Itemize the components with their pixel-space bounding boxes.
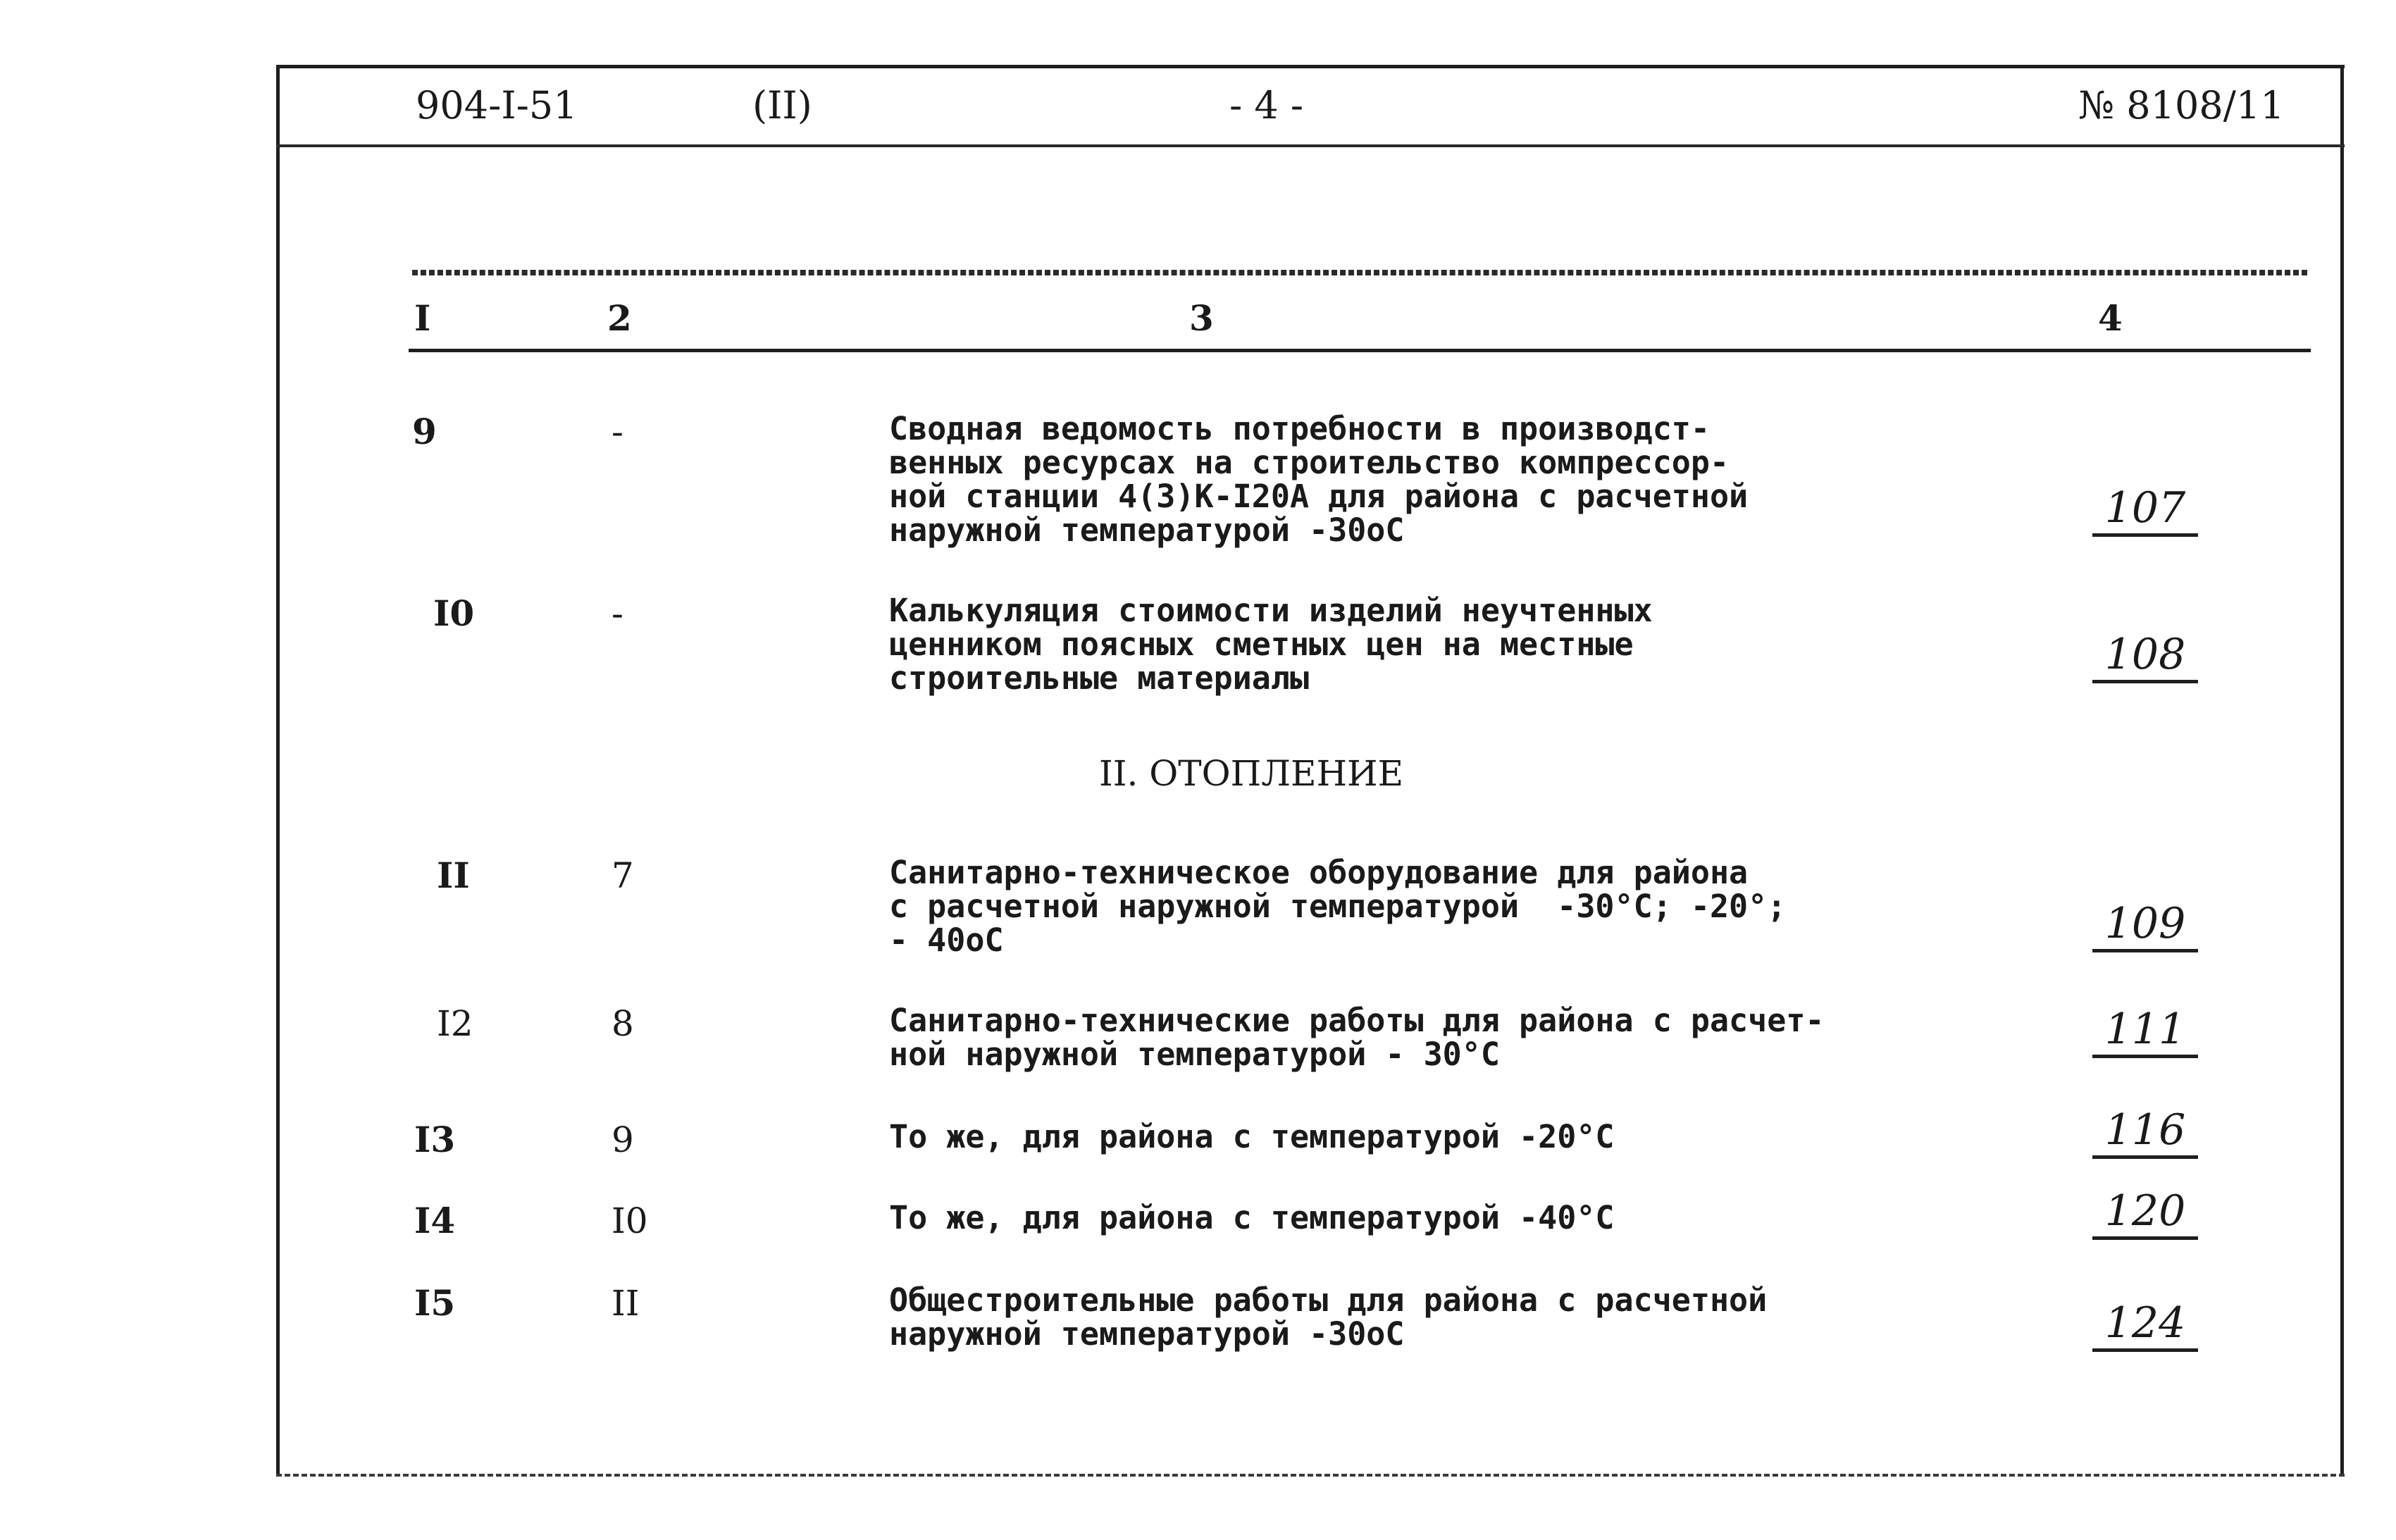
sheet-number: № 8108/11 bbox=[2078, 83, 2285, 128]
row-page: 111 bbox=[2092, 1004, 2198, 1058]
row-reference: 8 bbox=[612, 1003, 634, 1044]
row-description: Общестроительные работы для района с расчетной наружной температурой -30оС bbox=[889, 1281, 1768, 1353]
row-page: 108 bbox=[2092, 629, 2198, 683]
row-reference: I0 bbox=[612, 1200, 648, 1241]
document-code: 904-I-51 bbox=[416, 83, 578, 128]
section-title: II. ОТОПЛЕНИЕ bbox=[1099, 753, 1404, 794]
frame-left-border bbox=[276, 65, 280, 1474]
header-divider bbox=[276, 144, 2345, 147]
row-page: 107 bbox=[2092, 483, 2198, 537]
table-header-rule bbox=[409, 349, 2311, 352]
frame-bottom-border bbox=[276, 1474, 2345, 1477]
frame-right-border bbox=[2340, 65, 2344, 1474]
column-header-4: 4 bbox=[2098, 297, 2123, 339]
row-reference: - bbox=[612, 411, 623, 452]
row-number: I3 bbox=[414, 1119, 456, 1160]
row-page: 116 bbox=[2092, 1105, 2198, 1159]
row-description: То же, для района с температурой -20°С bbox=[889, 1118, 1615, 1155]
row-page: 124 bbox=[2092, 1298, 2198, 1352]
row-page: 120 bbox=[2092, 1186, 2198, 1240]
row-number: I0 bbox=[433, 592, 475, 634]
row-number: I5 bbox=[414, 1282, 456, 1324]
row-description: Санитарно-технические работы для района с расчет- ной наружной температурой - 30°С bbox=[889, 1002, 1825, 1073]
row-reference: 9 bbox=[612, 1119, 634, 1160]
row-number: I2 bbox=[437, 1003, 473, 1044]
row-reference: 7 bbox=[612, 855, 634, 896]
column-header-3: 3 bbox=[1189, 297, 1214, 339]
row-reference: - bbox=[612, 593, 623, 634]
row-reference: II bbox=[612, 1283, 640, 1324]
column-header-1: I bbox=[414, 297, 431, 339]
frame-top-border bbox=[276, 65, 2345, 68]
row-number: 9 bbox=[412, 411, 437, 452]
document-part: (II) bbox=[752, 83, 812, 128]
row-number: I4 bbox=[414, 1200, 456, 1241]
page-number: - 4 - bbox=[1229, 83, 1304, 128]
row-description: Санитарно-техническое оборудование для района с расчетной наружной температурой -30°С; -20°; - 40оС bbox=[889, 854, 1787, 959]
row-page: 109 bbox=[2092, 898, 2198, 952]
row-description: То же, для района с температурой -40°С bbox=[889, 1199, 1615, 1236]
table-top-rule bbox=[412, 270, 2307, 275]
row-number: II bbox=[437, 855, 470, 896]
row-description: Сводная ведомость потребности в производст- венных ресурсах на строительство компрессор- ной станции 4(3)К-I20А для района с расчетной наружной температурой -30оС bbox=[889, 410, 1749, 549]
row-description: Калькуляция стоимости изделий неучтенных ценником поясных сметных цен на местные строительные материалы bbox=[889, 592, 1653, 697]
column-header-2: 2 bbox=[607, 297, 632, 339]
